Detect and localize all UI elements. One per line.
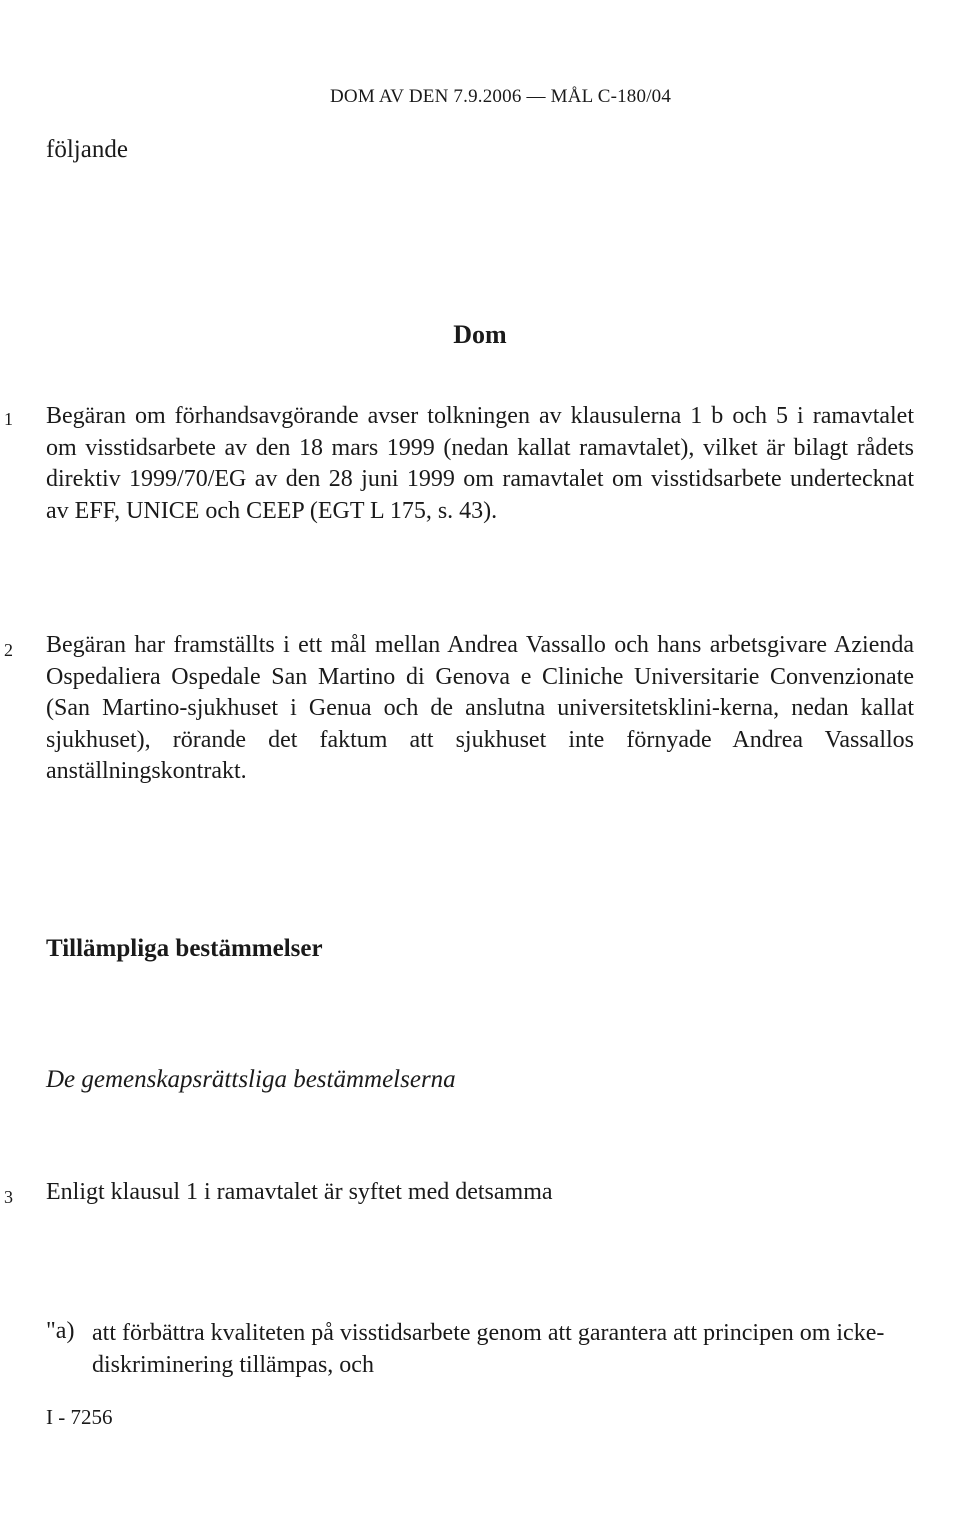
paragraph-text: Enligt klausul 1 i ramavtalet är syftet med detsamma bbox=[46, 1179, 553, 1205]
running-header: DOM AV DEN 7.9.2006 — MÅL C-180/04 bbox=[330, 86, 672, 107]
intro-word: följande bbox=[46, 136, 128, 163]
paragraph-text: Begäran har framställts i ett mål mellan Andrea Vassallo och hans arbetsgivare Azienda Ospedaliera Ospedale San Martino di Genova e Cliniche Universitarie Convenzionate (San Martino-sjukhuset i Genua och de anslutna universitetsklini-kerna, nedan kallat sjukhuset), rörande det faktum att sjukhuset inte förnyade Andrea Vassallos anställningskontrakt. bbox=[46, 632, 914, 784]
paragraph-number: 2 bbox=[4, 640, 13, 660]
section-heading: Tillämpliga bestämmelser bbox=[46, 935, 323, 962]
paragraph-number: 3 bbox=[4, 1187, 13, 1207]
paragraph-number: 1 bbox=[4, 409, 13, 429]
quote-item-text: att förbättra kvaliteten på visstidsarbete genom att garantera att principen om icke-diskriminering tillämpas, och bbox=[92, 1320, 885, 1378]
paragraph-text: Begäran om förhandsavgörande avser tolkningen av klausulerna 1 b och 5 i ramavtalet om visstidsarbete av den 18 mars 1999 (nedan kallat ramavtalet), vilket är bilagt rådets direktiv 1999/70/EG av den 28 juni 1999 om ramavtalet om visstidsarbete undertecknat av EFF, UNICE och CEEP (EGT L 175, s. 43). bbox=[46, 403, 914, 524]
quote-item-label: "a) bbox=[46, 1318, 75, 1344]
judgment-title: Dom bbox=[453, 320, 507, 349]
subsection-heading: De gemenskapsrättsliga bestämmelserna bbox=[46, 1066, 456, 1093]
page-number: I - 7256 bbox=[46, 1405, 113, 1429]
